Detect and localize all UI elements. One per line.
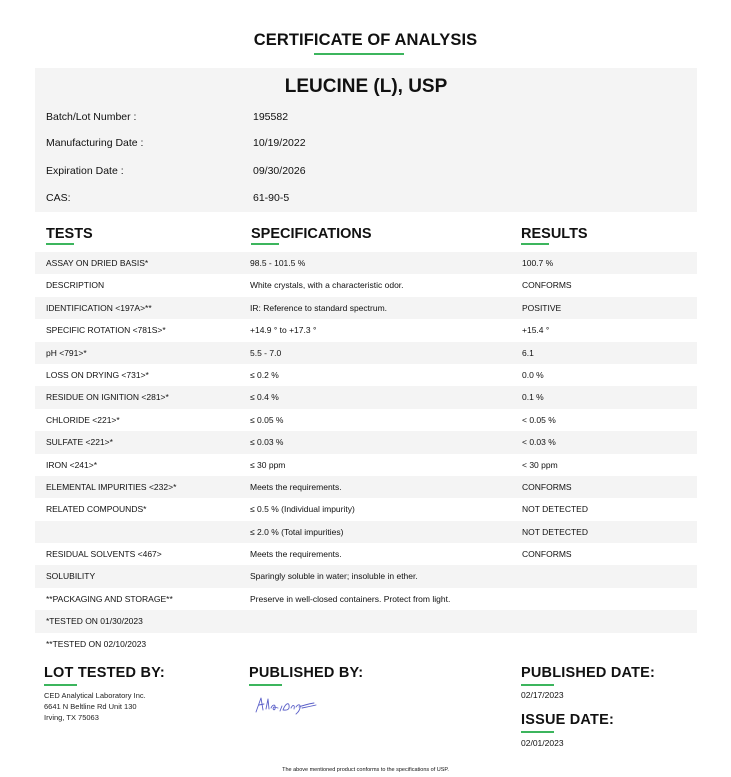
test-name: SULFATE <221>*	[46, 437, 113, 448]
issue-date-underline	[521, 731, 554, 733]
test-result: 0.1 %	[522, 392, 544, 403]
manufacturing-date-value: 10/19/2022	[253, 137, 306, 149]
lot-tested-by-underline	[44, 684, 77, 686]
test-result: 100.7 %	[522, 258, 554, 268]
batch-lot-value: 195582	[253, 111, 289, 123]
table-row	[35, 409, 697, 431]
table-row	[35, 588, 697, 610]
test-name: CHLORIDE <221>*	[46, 414, 120, 425]
expiration-date-label: Expiration Date :	[46, 165, 124, 177]
tests-header-underline	[46, 243, 74, 245]
test-name: IRON <241>*	[46, 459, 98, 470]
test-name: **PACKAGING AND STORAGE**	[46, 593, 173, 604]
conformance-note: The above mentioned product conforms to the specifications of USP.	[282, 767, 449, 773]
table-row	[35, 633, 697, 655]
test-spec: ≤ 30 ppm	[250, 459, 286, 470]
manufacturing-date-label: Manufacturing Date :	[46, 137, 144, 149]
test-name: **TESTED ON 02/10/2023	[46, 638, 147, 649]
test-result: < 0.03 %	[522, 437, 556, 448]
test-spec: ≤ 0.4 %	[250, 392, 279, 403]
tests-table	[35, 252, 697, 655]
test-spec: Sparingly soluble in water; insoluble in ether.	[250, 571, 418, 582]
lab-city: Irving, TX 75063	[44, 713, 99, 722]
test-spec: ≤ 0.05 %	[250, 414, 284, 425]
table-row	[35, 543, 697, 565]
test-result: 0.0 %	[522, 369, 544, 380]
test-result: POSITIVE	[522, 302, 562, 313]
test-name: ASSAY ON DRIED BASIS*	[46, 258, 149, 268]
test-spec: ≤ 0.03 %	[250, 437, 284, 448]
test-spec: 98.5 - 101.5 %	[250, 258, 306, 268]
document-title: CERTIFICATE OF ANALYSIS	[253, 31, 478, 49]
test-name: DESCRIPTION	[46, 280, 105, 291]
expiration-date-value: 09/30/2026	[253, 165, 306, 177]
test-spec: IR: Reference to standard spectrum.	[250, 302, 388, 313]
test-name: *TESTED ON 01/30/2023	[46, 616, 143, 627]
published-by-heading: PUBLISHED BY:	[249, 665, 364, 681]
test-name: SOLUBILITY	[46, 571, 96, 582]
cas-value: 61-90-5	[253, 192, 290, 204]
test-result: < 30 ppm	[522, 459, 558, 470]
results-header-underline	[521, 243, 549, 245]
lab-name: CED Analytical Laboratory Inc.	[44, 691, 146, 700]
table-row	[35, 454, 697, 476]
table-row	[35, 431, 697, 453]
test-result: CONFORMS	[522, 549, 572, 560]
test-result: +15.4 °	[522, 325, 550, 336]
test-name: RESIDUAL SOLVENTS <467>	[46, 549, 162, 560]
test-spec: ≤ 0.5 % (Individual impurity)	[250, 504, 355, 515]
test-name: pH <791>*	[46, 347, 87, 358]
table-row	[35, 386, 697, 408]
title-underline	[314, 53, 404, 55]
issue-date-value: 02/01/2023	[521, 738, 564, 748]
table-row	[35, 274, 697, 296]
test-spec: ≤ 0.2 %	[250, 369, 279, 380]
table-row	[35, 521, 697, 543]
specifications-header-underline	[251, 243, 279, 245]
published-date-underline	[521, 684, 554, 686]
cas-label: CAS:	[46, 192, 71, 204]
lot-tested-by-heading: LOT TESTED BY:	[44, 665, 165, 681]
published-by-underline	[249, 684, 282, 686]
table-row	[35, 610, 697, 632]
test-name: ELEMENTAL IMPURITIES <232>*	[46, 481, 177, 492]
test-spec: 5.5 - 7.0	[250, 347, 282, 358]
table-row	[35, 342, 697, 364]
table-row	[35, 252, 697, 274]
lab-address: 6641 N Beltline Rd Unit 130	[44, 702, 137, 711]
table-row	[35, 297, 697, 319]
test-name: SPECIFIC ROTATION <781S>*	[46, 325, 166, 336]
test-name: RESIDUE ON IGNITION <281>*	[46, 392, 169, 403]
table-row	[35, 319, 697, 341]
published-date-value: 02/17/2023	[521, 690, 564, 700]
test-result: 6.1	[522, 347, 534, 358]
test-name: LOSS ON DRYING <731>*	[46, 369, 149, 380]
signature-icon	[252, 692, 322, 716]
tests-header: TESTS	[46, 226, 93, 242]
test-spec: Preserve in well-closed containers. Protect from light.	[250, 593, 451, 604]
test-spec: White crystals, with a characteristic odor.	[250, 280, 404, 291]
table-row	[35, 498, 697, 520]
test-result: NOT DETECTED	[522, 526, 588, 537]
issue-date-heading: ISSUE DATE:	[521, 712, 614, 728]
product-name: LEUCINE (L), USP	[284, 76, 448, 97]
test-result: CONFORMS	[522, 481, 572, 492]
test-name: RELATED COMPOUNDS*	[46, 504, 147, 515]
table-row	[35, 476, 697, 498]
test-spec: Meets the requirements.	[250, 481, 342, 492]
test-name: IDENTIFICATION <197A>**	[46, 302, 152, 313]
test-spec: +14.9 ° to +17.3 °	[250, 325, 317, 336]
published-date-heading: PUBLISHED DATE:	[521, 665, 656, 681]
test-spec: ≤ 2.0 % (Total impurities)	[250, 526, 344, 537]
test-result: < 0.05 %	[522, 414, 556, 425]
test-result: CONFORMS	[522, 280, 572, 291]
specifications-header: SPECIFICATIONS	[251, 226, 372, 242]
batch-lot-label: Batch/Lot Number :	[46, 111, 137, 123]
product-info-panel	[35, 68, 697, 212]
test-spec: Meets the requirements.	[250, 549, 342, 560]
table-row	[35, 565, 697, 587]
table-row	[35, 364, 697, 386]
results-header: RESULTS	[521, 226, 588, 242]
test-result: NOT DETECTED	[522, 504, 588, 515]
